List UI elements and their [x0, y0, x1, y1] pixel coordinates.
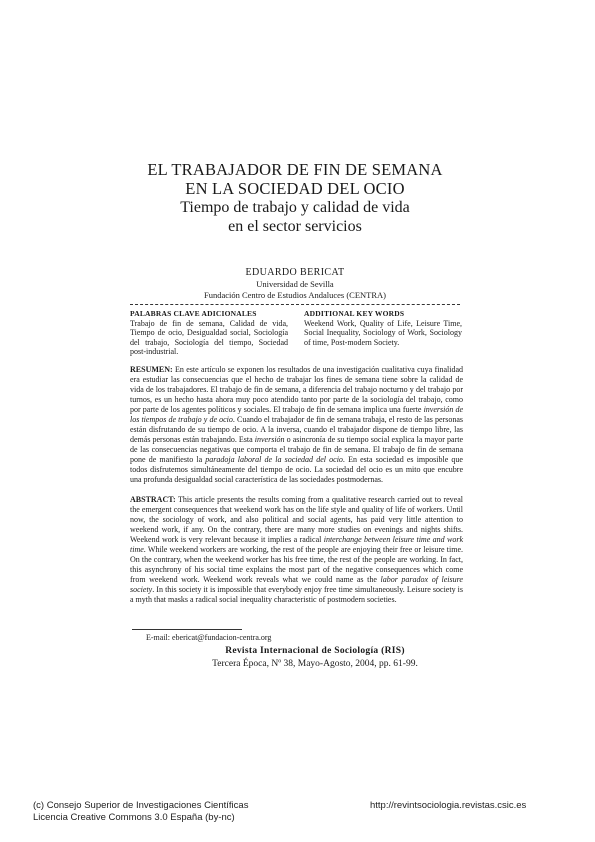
- keywords-english-text: Weekend Work, Quality of Life, Leisure Time, Social Inequality, Sociology of Work, Sociology of time, Post-modern Society.: [304, 318, 462, 347]
- author-affiliation-1: Universidad de Sevilla: [256, 279, 334, 289]
- author-email: E-mail: ebericat@fundacion-centra.org: [146, 633, 272, 642]
- article-title-line-2: EN LA SOCIEDAD DEL OCIO: [185, 179, 405, 198]
- license-footer: [33, 800, 248, 824]
- journal-block: [160, 645, 470, 671]
- abstract-paragraph: [130, 495, 463, 605]
- abstract-emphasis-2: labor paradox of leisure society: [130, 575, 463, 594]
- resumen-text-2: . Cuando el trabajador de fin de semana trabaja, el resto de las personas están disfrutando de su tiempo de ocio. A la inversa, cuando el trabajador dispone de tiempo libre, las demás personas están trabajando. Esta: [130, 415, 463, 444]
- article-subtitle-line-1: Tiempo de trabajo y calidad de vida: [180, 199, 410, 216]
- copyright-line: (c) Consejo Superior de Investigaciones Científicas: [33, 800, 249, 811]
- abstract-text-1: This article presents the results coming from a qualitative research carried out to reveal the emergent consequences that weekend work has on the life style and quality of life of workers. Until now, the sociology of work, and also political and social agents, has paid very little attention to weekend work, if any. On the contrary, there are many more studies on evenings and nights shifts. Weekend work is very relevant because it implies a radical: [130, 495, 463, 544]
- journal-url[interactable]: http://revintsociologia.revistas.csic.es: [370, 800, 527, 811]
- keywords-english-heading: ADDITIONAL KEY WORDS: [304, 309, 405, 318]
- resumen-label: RESUMEN:: [130, 365, 173, 374]
- resumen-text-3: o asincronía de su tiempo social explica la mayor parte de las consecuencias negativas que comporta el trabajo de fin de semana. El trabajo de fin de semana pone de manifiesto la: [130, 435, 464, 464]
- footnote-divider: [132, 629, 242, 630]
- resumen-emphasis-2: inversión: [254, 435, 285, 444]
- resumen-emphasis-1: inversión de los tiempos de trabajo y de ocio: [130, 405, 464, 424]
- article-subtitle-line-2: en el sector servicios: [228, 218, 362, 235]
- abstract-text-2: . While weekend workers are working, the rest of the people are enjoying their free or leisure time. On the contrary, when the weekend worker has his free time, the rest of the people are working. In fact, this asynchrony of his social time explains the most part of the negative consequences which come from weekend work. Weekend work reveals what we could name as the: [130, 545, 463, 584]
- keywords-divider: [130, 304, 460, 305]
- title-block: [100, 160, 490, 236]
- license-line: Licencia Creative Commons 3.0 España (by-nc): [33, 812, 235, 823]
- keywords-english: [304, 309, 462, 347]
- resumen-emphasis-3: paradoja laboral de la sociedad del ocio: [205, 455, 343, 464]
- journal-issue: Tercera Época, Nº 38, Mayo-Agosto, 2004, pp. 61-99.: [212, 659, 418, 669]
- abstract-label: ABSTRACT:: [130, 495, 176, 504]
- author-name: EDUARDO BERICAT: [245, 267, 345, 278]
- resumen-text-1: En este artículo se exponen los resultados de una investigación cualitativa cuya finalidad era estudiar las consecuencias que el hecho de trabajar los fines de semana tiene sobre la calidad de vida de los trabajadores. El trabajo de fin de semana, a diferencia del trabajo nocturno y del trabajo por turnos, es un hecho hasta ahora muy poco atendido tanto por parte de la sociología del trabajo, como por parte de los agentes políticos y sociales. El trabajo de fin de semana implica una fuerte: [130, 365, 463, 414]
- article-title-line-1: EL TRABAJADOR DE FIN DE SEMANA: [147, 160, 443, 179]
- author-block: [150, 266, 440, 301]
- abstract-text-3: . In this society it is impossible that everybody enjoy free time simultaneously. Leisure society is a myth that masks a radical social inequality characteristic of postmodern societies.: [130, 585, 463, 604]
- keywords-spanish-text: Trabajo de fin de semana, Calidad de vida, Tiempo de ocio, Desigualdad social, Sociología del trabajo, Sociología del tiempo, Sociedad post-industrial.: [130, 318, 288, 357]
- resumen-text-4: . En esta sociedad es imposible que todos disfrutemos simultáneamente del tiempo de ocio. La sociedad del ocio es un mito que encubre una profunda desigualdad social característica de las sociedades postmodernas.: [130, 455, 463, 484]
- keywords-spanish: [130, 309, 288, 357]
- resumen-paragraph: [130, 365, 463, 485]
- journal-name: Revista Internacional de Sociología (RIS): [225, 646, 405, 656]
- keywords-spanish-heading: PALABRAS CLAVE ADICIONALES: [130, 309, 257, 318]
- author-affiliation-2: Fundación Centro de Estudios Andaluces (CENTRA): [203, 290, 386, 300]
- abstract-emphasis-1: interchange between leisure time and work time: [130, 535, 464, 554]
